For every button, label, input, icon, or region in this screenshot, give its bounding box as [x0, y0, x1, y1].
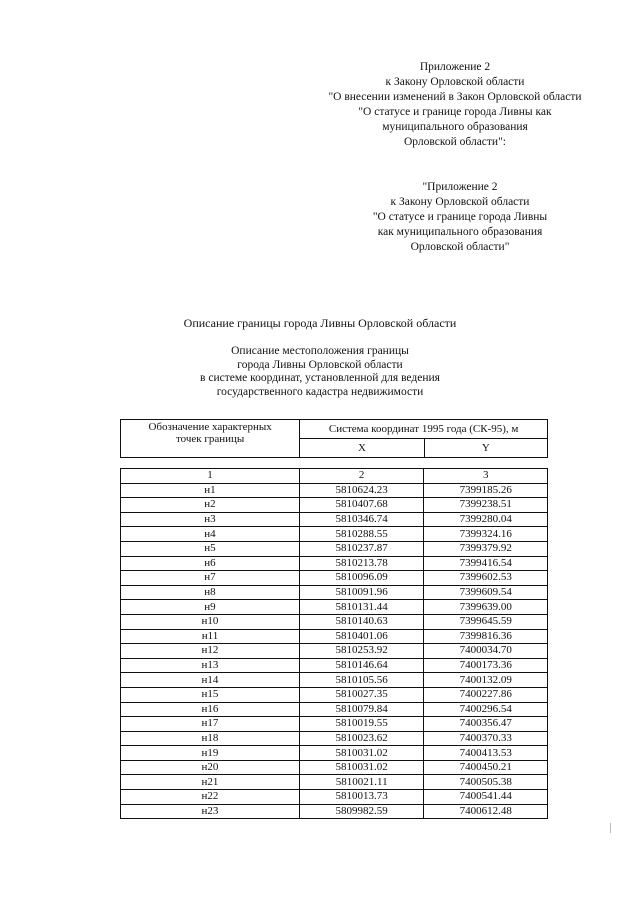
point-name-cell: н14	[121, 673, 300, 688]
appendix-outer-line: Орловской области":	[404, 136, 506, 148]
y-coordinate-cell: 7400356.47	[424, 717, 548, 732]
point-name-cell: н6	[121, 556, 300, 571]
x-coordinate-cell: 5810021.11	[299, 775, 424, 790]
appendix-inner-line: "О статусе и границе города Ливны	[372, 211, 548, 223]
x-coordinate-cell: 5809982.59	[299, 804, 424, 819]
x-coordinate-cell: 5810146.64	[299, 658, 424, 673]
x-coordinate-cell: 5810140.63	[299, 614, 424, 629]
x-coordinate-cell: 5810091.96	[299, 585, 424, 600]
document-title: Описание границы города Ливны Орловской области	[183, 316, 457, 330]
table-row	[121, 600, 548, 615]
appendix-header-inner	[310, 180, 610, 255]
points-header-line1: Обозначение характерных	[148, 421, 272, 433]
appendix-inner-line: "Приложение 2	[422, 181, 498, 193]
point-name-cell: н19	[121, 746, 300, 761]
y-coordinate-cell: 7400450.21	[424, 760, 548, 775]
point-name-cell: н7	[121, 571, 300, 586]
y-coordinate-cell: 7399379.92	[424, 541, 548, 556]
appendix-outer-line: к Закону Орловской области	[385, 76, 525, 88]
x-coordinate-cell: 5810131.44	[299, 600, 424, 615]
table-row	[121, 644, 548, 659]
x-coordinate-cell: 5810346.74	[299, 512, 424, 527]
x-coordinate-cell: 5810237.87	[299, 541, 424, 556]
table-row	[121, 658, 548, 673]
x-coordinate-cell: 5810105.56	[299, 673, 424, 688]
y-coordinate-cell: 7399639.00	[424, 600, 548, 615]
point-name-cell: н21	[121, 775, 300, 790]
table-row	[121, 760, 548, 775]
y-coordinate-cell: 7399280.04	[424, 512, 548, 527]
points-header-cell	[121, 420, 300, 458]
point-name-cell: н16	[121, 702, 300, 717]
subtitle-line: государственного кадастра недвижимости	[216, 385, 424, 398]
table-row	[121, 790, 548, 805]
point-name-cell: н1	[121, 483, 300, 498]
table-row	[121, 717, 548, 732]
table-row	[121, 804, 548, 819]
table-row	[121, 731, 548, 746]
table-row	[121, 614, 548, 629]
point-name-cell: н22	[121, 790, 300, 805]
point-name-cell: н18	[121, 731, 300, 746]
y-coordinate-cell: 7399609.54	[424, 585, 548, 600]
point-name-cell: н20	[121, 760, 300, 775]
table-row	[121, 673, 548, 688]
table-row	[121, 775, 548, 790]
y-coordinate-cell: 7399645.59	[424, 614, 548, 629]
y-coordinate-cell: 7400132.09	[424, 673, 548, 688]
appendix-inner-line: Орловской области"	[410, 241, 510, 253]
point-name-cell: н4	[121, 527, 300, 542]
appendix-inner-line: к Закону Орловской области	[390, 196, 530, 208]
y-coordinate-cell: 7400370.33	[424, 731, 548, 746]
table-row	[121, 483, 548, 498]
appendix-outer-line: Приложение 2	[419, 61, 491, 73]
y-coordinate-cell: 7399238.51	[424, 498, 548, 513]
x-coordinate-cell: 5810031.02	[299, 746, 424, 761]
table-row	[121, 687, 548, 702]
x-coordinate-cell: 5810079.84	[299, 702, 424, 717]
appendix-outer-line: муниципального образования	[382, 121, 528, 133]
subtitle-line: Описание местоположения границы	[231, 345, 409, 357]
column-number: 1	[121, 469, 300, 484]
x-coordinate-cell: 5810288.55	[299, 527, 424, 542]
x-coordinate-cell: 5810253.92	[299, 644, 424, 659]
y-coordinate-cell: 7400296.54	[424, 702, 548, 717]
appendix-outer-line: "О внесении изменений в Закон Орловской области	[328, 91, 582, 103]
table-row	[121, 702, 548, 717]
table-row	[121, 585, 548, 600]
column-number: 2	[299, 469, 424, 484]
coordinate-system-header: Система координат 1995 года (СК-95), м	[300, 420, 548, 439]
y-coordinate-cell: 7400173.36	[424, 658, 548, 673]
appendix-header-outer	[290, 60, 620, 150]
point-name-cell: н13	[121, 658, 300, 673]
point-name-cell: н23	[121, 804, 300, 819]
point-name-cell: н9	[121, 600, 300, 615]
y-coordinate-cell: 7399816.36	[424, 629, 548, 644]
y-coordinate-cell: 7399185.26	[424, 483, 548, 498]
point-name-cell: н15	[121, 687, 300, 702]
y-coordinate-cell: 7400541.44	[424, 790, 548, 805]
x-coordinate-cell: 5810019.55	[299, 717, 424, 732]
table-row	[121, 527, 548, 542]
y-header: Y	[424, 439, 547, 458]
table-row	[121, 629, 548, 644]
point-name-cell: н5	[121, 541, 300, 556]
column-number: 3	[424, 469, 548, 484]
y-coordinate-cell: 7400505.38	[424, 775, 548, 790]
appendix-inner-line: как муниципального образования	[377, 226, 543, 238]
subtitle-line: в системе координат, установленной для ведения	[200, 372, 440, 384]
table-row	[121, 556, 548, 571]
x-coordinate-cell: 5810096.09	[299, 571, 424, 586]
point-name-cell: н10	[121, 614, 300, 629]
x-coordinate-cell: 5810013.73	[299, 790, 424, 805]
column-number-row	[121, 469, 548, 484]
point-name-cell: н11	[121, 629, 300, 644]
points-header-line2: точек границы	[175, 433, 245, 445]
table-row	[121, 746, 548, 761]
y-coordinate-cell: 7399602.53	[424, 571, 548, 586]
table-row	[121, 498, 548, 513]
y-coordinate-cell: 7399416.54	[424, 556, 548, 571]
coordinates-data-table	[120, 468, 548, 819]
point-name-cell: н8	[121, 585, 300, 600]
table-row	[121, 571, 548, 586]
coordinates-header-table	[120, 419, 548, 458]
point-name-cell: н2	[121, 498, 300, 513]
point-name-cell: н3	[121, 512, 300, 527]
margin-mark	[610, 823, 611, 833]
y-coordinate-cell: 7400227.86	[424, 687, 548, 702]
y-coordinate-cell: 7400413.53	[424, 746, 548, 761]
x-coordinate-cell: 5810023.62	[299, 731, 424, 746]
x-coordinate-cell: 5810027.35	[299, 687, 424, 702]
table-row	[121, 541, 548, 556]
x-header: X	[300, 439, 424, 458]
x-coordinate-cell: 5810624.23	[299, 483, 424, 498]
y-coordinate-cell: 7400034.70	[424, 644, 548, 659]
point-name-cell: н17	[121, 717, 300, 732]
x-coordinate-cell: 5810031.02	[299, 760, 424, 775]
appendix-outer-line: "О статусе и границе города Ливны как	[358, 106, 552, 118]
x-coordinate-cell: 5810213.78	[299, 556, 424, 571]
document-subtitle	[0, 345, 640, 399]
x-coordinate-cell: 5810407.68	[299, 498, 424, 513]
subtitle-line: города Ливны Орловской области	[237, 358, 403, 371]
y-coordinate-cell: 7399324.16	[424, 527, 548, 542]
x-coordinate-cell: 5810401.06	[299, 629, 424, 644]
y-coordinate-cell: 7400612.48	[424, 804, 548, 819]
point-name-cell: н12	[121, 644, 300, 659]
table-row	[121, 512, 548, 527]
